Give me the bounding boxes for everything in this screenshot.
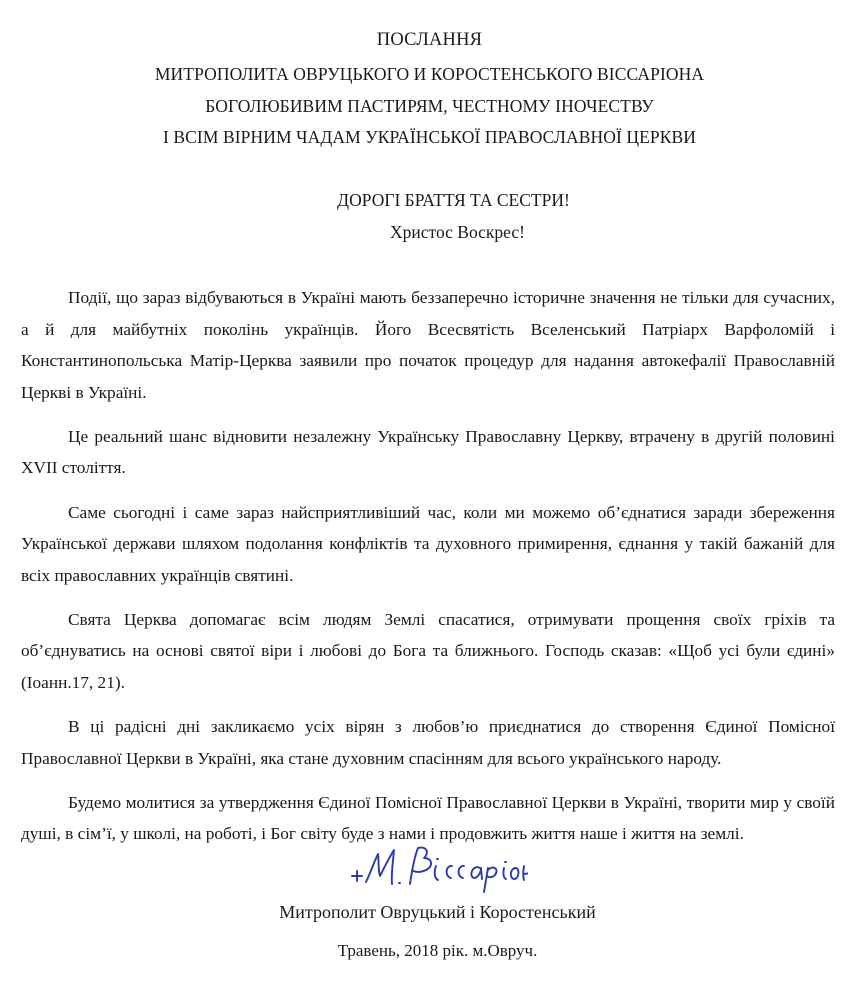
document-title: ПОСЛАННЯ <box>376 30 483 50</box>
greeting: ДОРОГІ БРАТТЯ ТА СЕСТРИ! <box>337 190 570 210</box>
paragraph-4: Свята Церква допомагає всім людям Землі спасатися, отримувати прощення своїх гріхів та об’єднуватись на основі святої віри і любові до Бога та ближнього. Господь сказав: «Щоб усі були єдині» (Іоанн.17, 21). <box>21 609 835 693</box>
paragraph-5: В ці радісні дні закликаємо усіх вірян з любов’ю приєднатися до створення Єдиної Помісної Православної Церкви в Україні, яка стане духовним спасінням для всього українського народу. <box>21 717 835 768</box>
date-and-place: Травень, 2018 рік. м.Овруч. <box>337 941 538 960</box>
heading-line-addressees: БОГОЛЮБИВИМ ПАСТИРЯМ, ЧЕСТНОМУ ІНОЧЕСТВУ <box>205 96 654 116</box>
easter-greeting: Христос Воскрес! <box>390 222 525 242</box>
heading-line-author: МИТРОПОЛИТА ОВРУЦЬКОГО И КОРОСТЕНСЬКОГО ВІССАРІОНА <box>154 64 705 84</box>
paragraph-2: Це реальний шанс відновити незалежну Українську Православну Церкву, втрачену в другій половині XVII століття. <box>21 426 835 478</box>
handwritten-signature <box>348 836 528 896</box>
paragraph-3: Саме сьогодні і саме зараз найсприятливіший час, коли ми можемо об’єднатися заради збереження Української держави шляхом подолання конфліктів та духовного примирення, єднання у такій бажаній для всіх православних українців святині. <box>21 502 835 585</box>
letter-body <box>21 282 835 863</box>
signatory-title: Митрополит Овруцький і Коростенський <box>279 902 596 922</box>
paragraph-1: Події, що зараз відбуваються в Україні мають беззаперечно історичне значення не тільки для сучасних, а й для майбутніх поколінь українців. Його Всесвятість Вселенський Патріарх Варфоломій і Константинопольська Матір-Церква заявили про початок процедур для надання автокефалії Православній Церкві в Україні. <box>21 288 835 402</box>
paragraph-6: Будемо молитися за утвердження Єдиної Помісної Православної Церкви в Україні, творити мир у своїй душі, в сім’ї, у школі, на роботі, і Бог світу буде з нами і продовжить життя наше і життя на землі. <box>21 792 835 844</box>
heading-line-faithful: І ВСІМ ВІРНИМ ЧАДАМ УКРАЇНСЬКОЇ ПРАВОСЛАВНОЇ ЦЕРКВИ <box>162 127 697 147</box>
